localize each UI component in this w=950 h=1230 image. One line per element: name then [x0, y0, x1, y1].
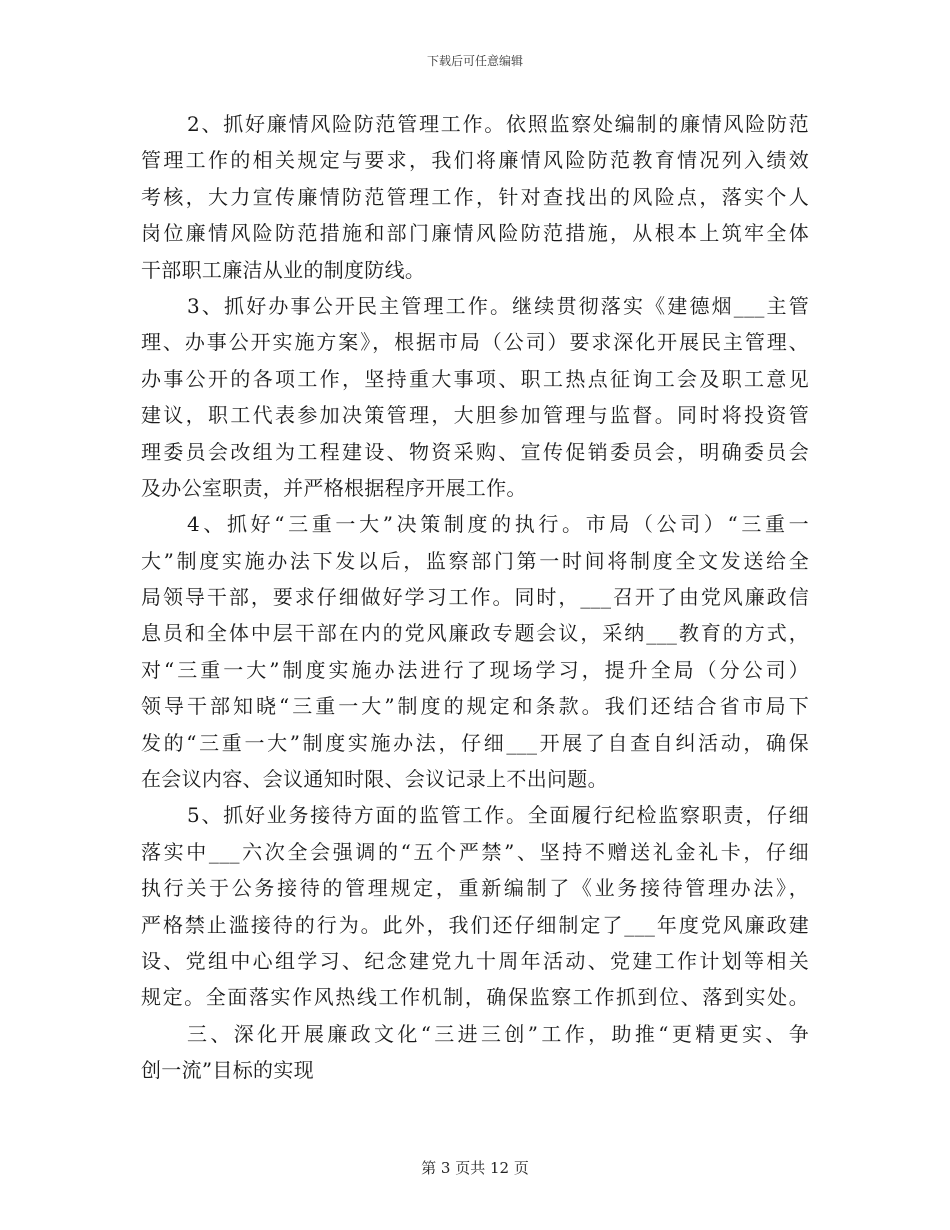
paragraph-line: 规定。全面落实作风热线工作机制，确保监察工作抓到位、落到实处。 — [141, 985, 809, 1010]
section-heading-line: 创一流”目标的实现 — [141, 1058, 314, 1083]
paragraph-line: 理、办事公开实施方案》，根据市局（公司）要求深化开展民主管理、 — [141, 330, 809, 355]
paragraph-line: 严格禁止滥接待的行为。此外，我们还仔细制定了___年度党风廉政建 — [141, 912, 809, 937]
paragraph-line: 发的“三重一大”制度实施办法，仔细___开展了自查自纠活动，确保 — [141, 730, 809, 755]
paragraph-item-3 — [141, 288, 809, 506]
paragraph-line: 5、抓好业务接待方面的监管工作。全面履行纪检监察职责，仔细 — [187, 803, 809, 828]
paragraph-line: 4、抓好“三重一大”决策制度的执行。市局（公司）“三重一 — [187, 512, 809, 537]
paragraph-line: 考核，大力宣传廉情防范管理工作，针对查找出的风险点，落实个人 — [141, 184, 809, 209]
paragraph-line: 办事公开的各项工作，坚持重大事项、职工热点征询工会及职工意见 — [141, 366, 809, 391]
page-number-footer: 第 3 页共 12 页 — [421, 1159, 529, 1177]
section-heading-line: 三、深化开展廉政文化“三进三创”工作，助推“更精更实、争 — [187, 1021, 809, 1046]
paragraph-line: 领导干部知晓“三重一大”制度的规定和条款。我们还结合省市局下 — [141, 694, 809, 719]
paragraph-line: 干部职工廉洁从业的制度防线。 — [141, 257, 426, 282]
paragraph-item-5 — [141, 797, 809, 1015]
section-heading-3 — [141, 1016, 809, 1089]
paragraph-line: 理委员会改组为工程建设、物资采购、宣传促销委员会，明确委员会 — [141, 439, 809, 464]
paragraph-line: 大”制度实施办法下发以后，监察部门第一时间将制度全文发送给全 — [141, 548, 809, 573]
page-header: 下载后可任意编辑 — [426, 54, 523, 68]
paragraph-line: 岗位廉情风险防范措施和部门廉情风险防范措施，从根本上筑牢全体 — [141, 221, 809, 246]
paragraph-line: 3、抓好办事公开民主管理工作。继续贯彻落实《建德烟___主管 — [187, 293, 809, 318]
paragraph-line: 息员和全体中层干部在内的党风廉政专题会议，采纳___教育的方式， — [141, 621, 809, 646]
paragraph-line: 2、抓好廉情风险防范管理工作。依照监察处编制的廉情风险防范 — [187, 112, 809, 136]
paragraph-line: 对“三重一大”制度实施办法进行了现场学习，提升全局（分公司） — [141, 657, 809, 682]
paragraph-item-4 — [141, 506, 809, 797]
document-body — [141, 106, 809, 1089]
paragraph-line: 局领导干部，要求仔细做好学习工作。同时，___召开了由党风廉政信 — [141, 585, 809, 610]
paragraph-item-2 — [141, 106, 809, 288]
paragraph-line: 管理工作的相关规定与要求，我们将廉情风险防范教育情况列入绩效 — [141, 148, 809, 173]
paragraph-line: 执行关于公务接待的管理规定，重新编制了《业务接待管理办法》， — [141, 876, 809, 901]
paragraph-line: 设、党组中心组学习、纪念建党九十周年活动、党建工作计划等相关 — [141, 948, 809, 973]
paragraph-line: 在会议内容、会议通知时限、会议记录上不出问题。 — [141, 767, 608, 792]
paragraph-line: 建议，职工代表参加决策管理，大胆参加管理与监督。同时将投资管 — [141, 403, 809, 428]
paragraph-line: 落实中___六次全会强调的“五个严禁”、坚持不赠送礼金礼卡，仔细 — [141, 839, 809, 864]
paragraph-line: 及办公室职责，并严格根据程序开展工作。 — [141, 475, 527, 500]
